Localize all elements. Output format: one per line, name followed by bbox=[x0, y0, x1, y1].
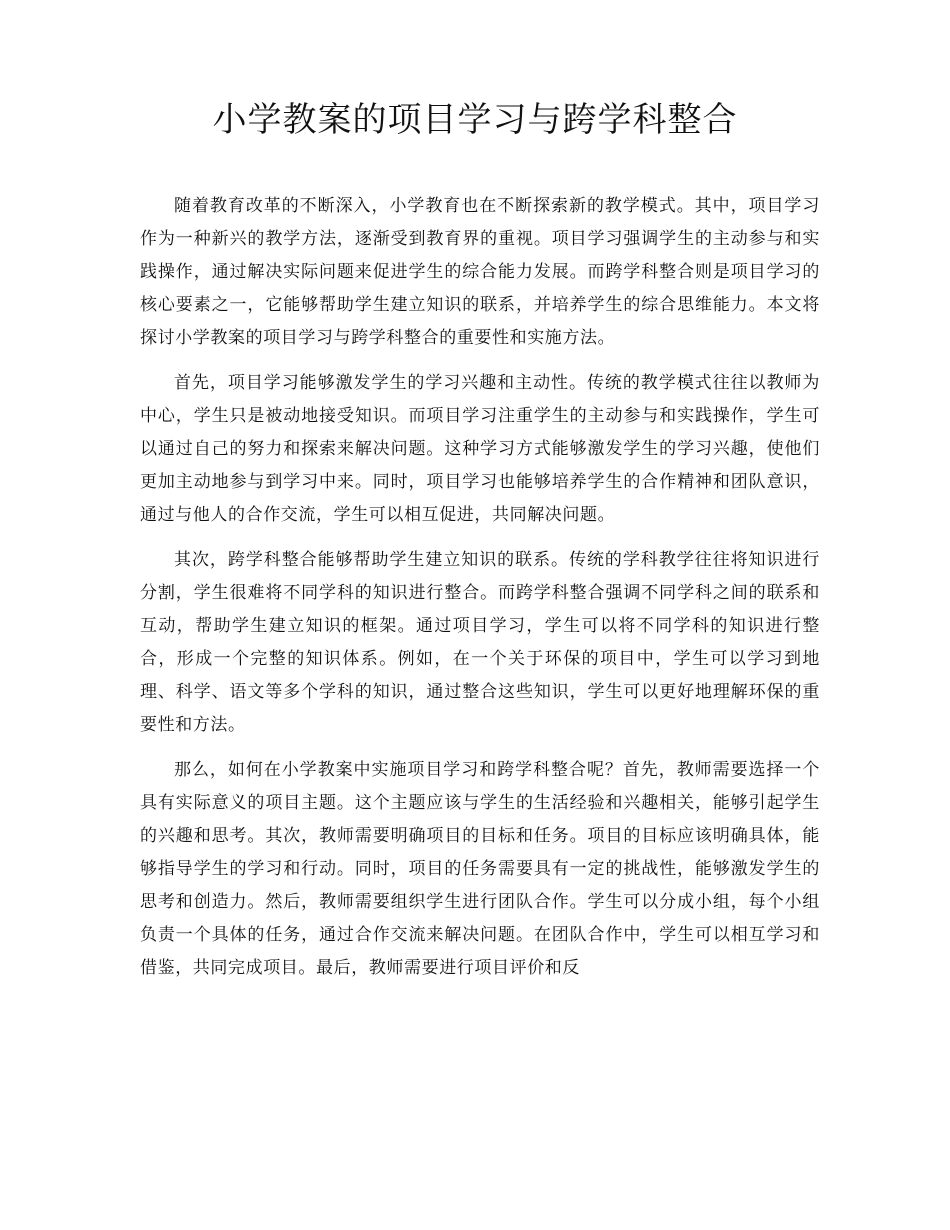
paragraph-interdisciplinary: 其次，跨学科整合能够帮助学生建立知识的联系。传统的学科教学往往将知识进行分割，学生很难将不同学科的知识进行整合。而跨学科整合强调不同学科之间的联系和互动，帮助学生建立知识的框架。通过项目学习，学生可以将不同学科的知识进行整合，形成一个完整的知识体系。例如，在一个关于环保的项目中，学生可以学习到地理、科学、语文等多个学科的知识，通过整合这些知识，学生可以更好地理解环保的重要性和方法。 bbox=[140, 550, 820, 735]
paragraph-implementation: 那么，如何在小学教案中实施项目学习和跨学科整合呢？首先，教师需要选择一个具有实际意义的项目主题。这个主题应该与学生的生活经验和兴趣相关，能够引起学生的兴趣和思考。其次，教师需要明确项目的目标和任务。项目的目标应该明确具体，能够指导学生的学习和行动。同时，项目的任务需要具有一定的挑战性，能够激发学生的思考和创造力。然后，教师需要组织学生进行团队合作。学生可以分成小组，每个小组负责一个具体的任务，通过合作交流来解决问题。在团队合作中，学生可以相互学习和借鉴，共同完成项目。最后，教师需要进行项目评价和反 bbox=[140, 760, 820, 978]
document-body bbox=[140, 190, 820, 997]
paragraph-intro: 随着教育改革的不断深入，小学教育也在不断探索新的教学模式。其中，项目学习作为一种新兴的教学方法，逐渐受到教育界的重视。项目学习强调学生的主动参与和实践操作，通过解决实际问题来促进学生的综合能力发展。而跨学科整合则是项目学习的核心要素之一，它能够帮助学生建立知识的联系，并培养学生的综合思维能力。本文将探讨小学教案的项目学习与跨学科整合的重要性和实施方法。 bbox=[140, 196, 820, 348]
document-title: 小学教案的项目学习与跨学科整合 bbox=[212, 100, 738, 140]
paragraph-project-learning: 首先，项目学习能够激发学生的学习兴趣和主动性。传统的教学模式往往以教师为中心，学生只是被动地接受知识。而项目学习注重学生的主动参与和实践操作，学生可以通过自己的努力和探索来解决问题。这种学习方式能够激发学生的学习兴趣，使他们更加主动地参与到学习中来。同时，项目学习也能够培养学生的合作精神和团队意识，通过与他人的合作交流，学生可以相互促进，共同解决问题。 bbox=[140, 373, 820, 525]
